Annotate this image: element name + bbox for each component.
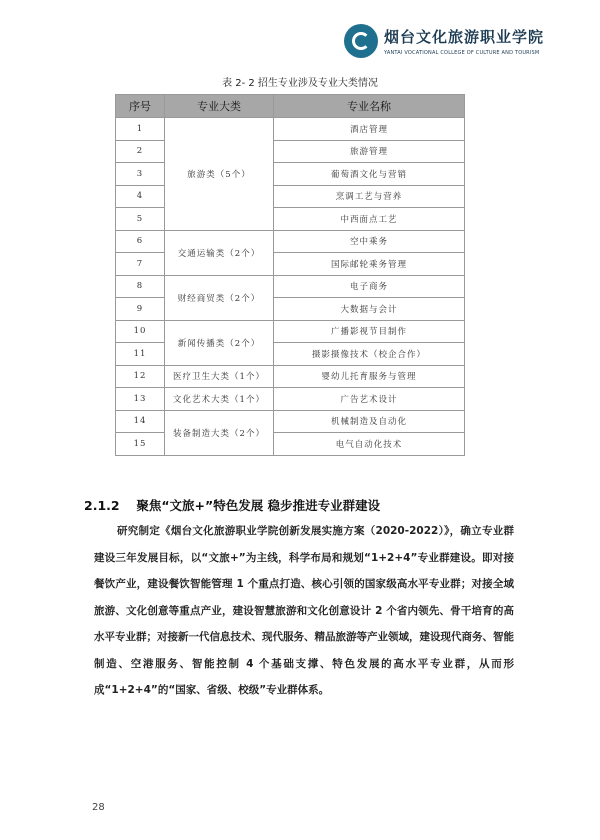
- header-major-name: 专业名称: [274, 95, 465, 118]
- row-no: 7: [116, 253, 165, 276]
- row-no: 14: [116, 410, 165, 433]
- major-name: 机械制造及自动化: [274, 410, 465, 433]
- major-name: 葡萄酒文化与营销: [274, 163, 465, 186]
- table-row: [116, 230, 465, 253]
- row-no: 9: [116, 298, 165, 321]
- header-category: 专业大类: [165, 95, 274, 118]
- majors-table: [115, 94, 465, 456]
- body-paragraph: 研究制定《烟台文化旅游职业学院创新发展实施方案（2020-2022）》，确立专业群建设三年发展目标，以“文旅+”为主线，科学布局和规划“1+2+4”专业群建设。即对接餐饮产业，建设餐饮智能管理 1 个重点打造、核心引领的国家级高水平专业群；对接全域旅游、文化创意等重点产业，建设智慧旅游和文化创意设计 2 个省内领先、骨干培育的高水平专业群；对接新一代信息技术、现代服务、精品旅游等产业领域，建设现代商务、智能制造、空港服务、智能控制 4 个基础支撑、特色发展的高水平专业群，从而形成“1+2+4”的“国家、省级、校级”专业群体系。: [94, 525, 514, 696]
- category-cell: 交通运输类（2个）: [165, 230, 274, 275]
- row-no: 5: [116, 208, 165, 231]
- major-name: 烹调工艺与营养: [274, 185, 465, 208]
- row-no: 1: [116, 118, 165, 141]
- logo-name: 烟台文化旅游职业学院: [384, 28, 545, 46]
- row-no: 4: [116, 185, 165, 208]
- major-name: 大数据与会计: [274, 298, 465, 321]
- logo-english-name: YANTAI VOCATIONAL COLLEGE OF CULTURE AND TOURISM: [384, 50, 540, 56]
- major-name: 广告艺术设计: [274, 388, 465, 411]
- page-number: 28: [92, 802, 105, 813]
- row-no: 10: [116, 320, 165, 343]
- section-number: 2.1.2: [84, 498, 120, 513]
- category-cell: 财经商贸类（2个）: [165, 275, 274, 320]
- major-name: 酒店管理: [274, 118, 465, 141]
- row-no: 6: [116, 230, 165, 253]
- table-header-row: [116, 95, 465, 118]
- category-cell: 文化艺术大类（1个）: [165, 388, 274, 411]
- table-row: [116, 320, 465, 343]
- major-name: 婴幼儿托育服务与管理: [274, 365, 465, 388]
- table-row: [116, 275, 465, 298]
- section-title: 聚焦“文旅+”特色发展 稳步推进专业群建设: [136, 498, 381, 513]
- major-name: 电子商务: [274, 275, 465, 298]
- table-caption: 表 2- 2 招生专业涉及专业大类情况: [222, 78, 378, 89]
- major-name: 旅游管理: [274, 140, 465, 163]
- major-name: 空中乘务: [274, 230, 465, 253]
- category-cell: 医疗卫生大类（1个）: [165, 365, 274, 388]
- table-row: [116, 388, 465, 411]
- row-no: 15: [116, 433, 165, 456]
- row-no: 11: [116, 343, 165, 366]
- table-row: [116, 118, 465, 141]
- table-row: [116, 410, 465, 433]
- category-cell: 新闻传播类（2个）: [165, 320, 274, 365]
- row-no: 12: [116, 365, 165, 388]
- table-row: [116, 365, 465, 388]
- section-heading: [84, 496, 380, 514]
- row-no: 2: [116, 140, 165, 163]
- college-logo: [344, 24, 544, 66]
- major-name: 摄影摄像技术（校企合作）: [274, 343, 465, 366]
- header-no: 序号: [116, 95, 165, 118]
- major-name: 广播影视节目制作: [274, 320, 465, 343]
- major-name: 中西面点工艺: [274, 208, 465, 231]
- category-cell: 旅游类（5个）: [165, 118, 274, 231]
- category-cell: 装备制造大类（2个）: [165, 410, 274, 455]
- row-no: 13: [116, 388, 165, 411]
- major-name: 电气自动化技术: [274, 433, 465, 456]
- row-no: 8: [116, 275, 165, 298]
- college-emblem-icon: [344, 24, 378, 58]
- row-no: 3: [116, 163, 165, 186]
- major-name: 国际邮轮乘务管理: [274, 253, 465, 276]
